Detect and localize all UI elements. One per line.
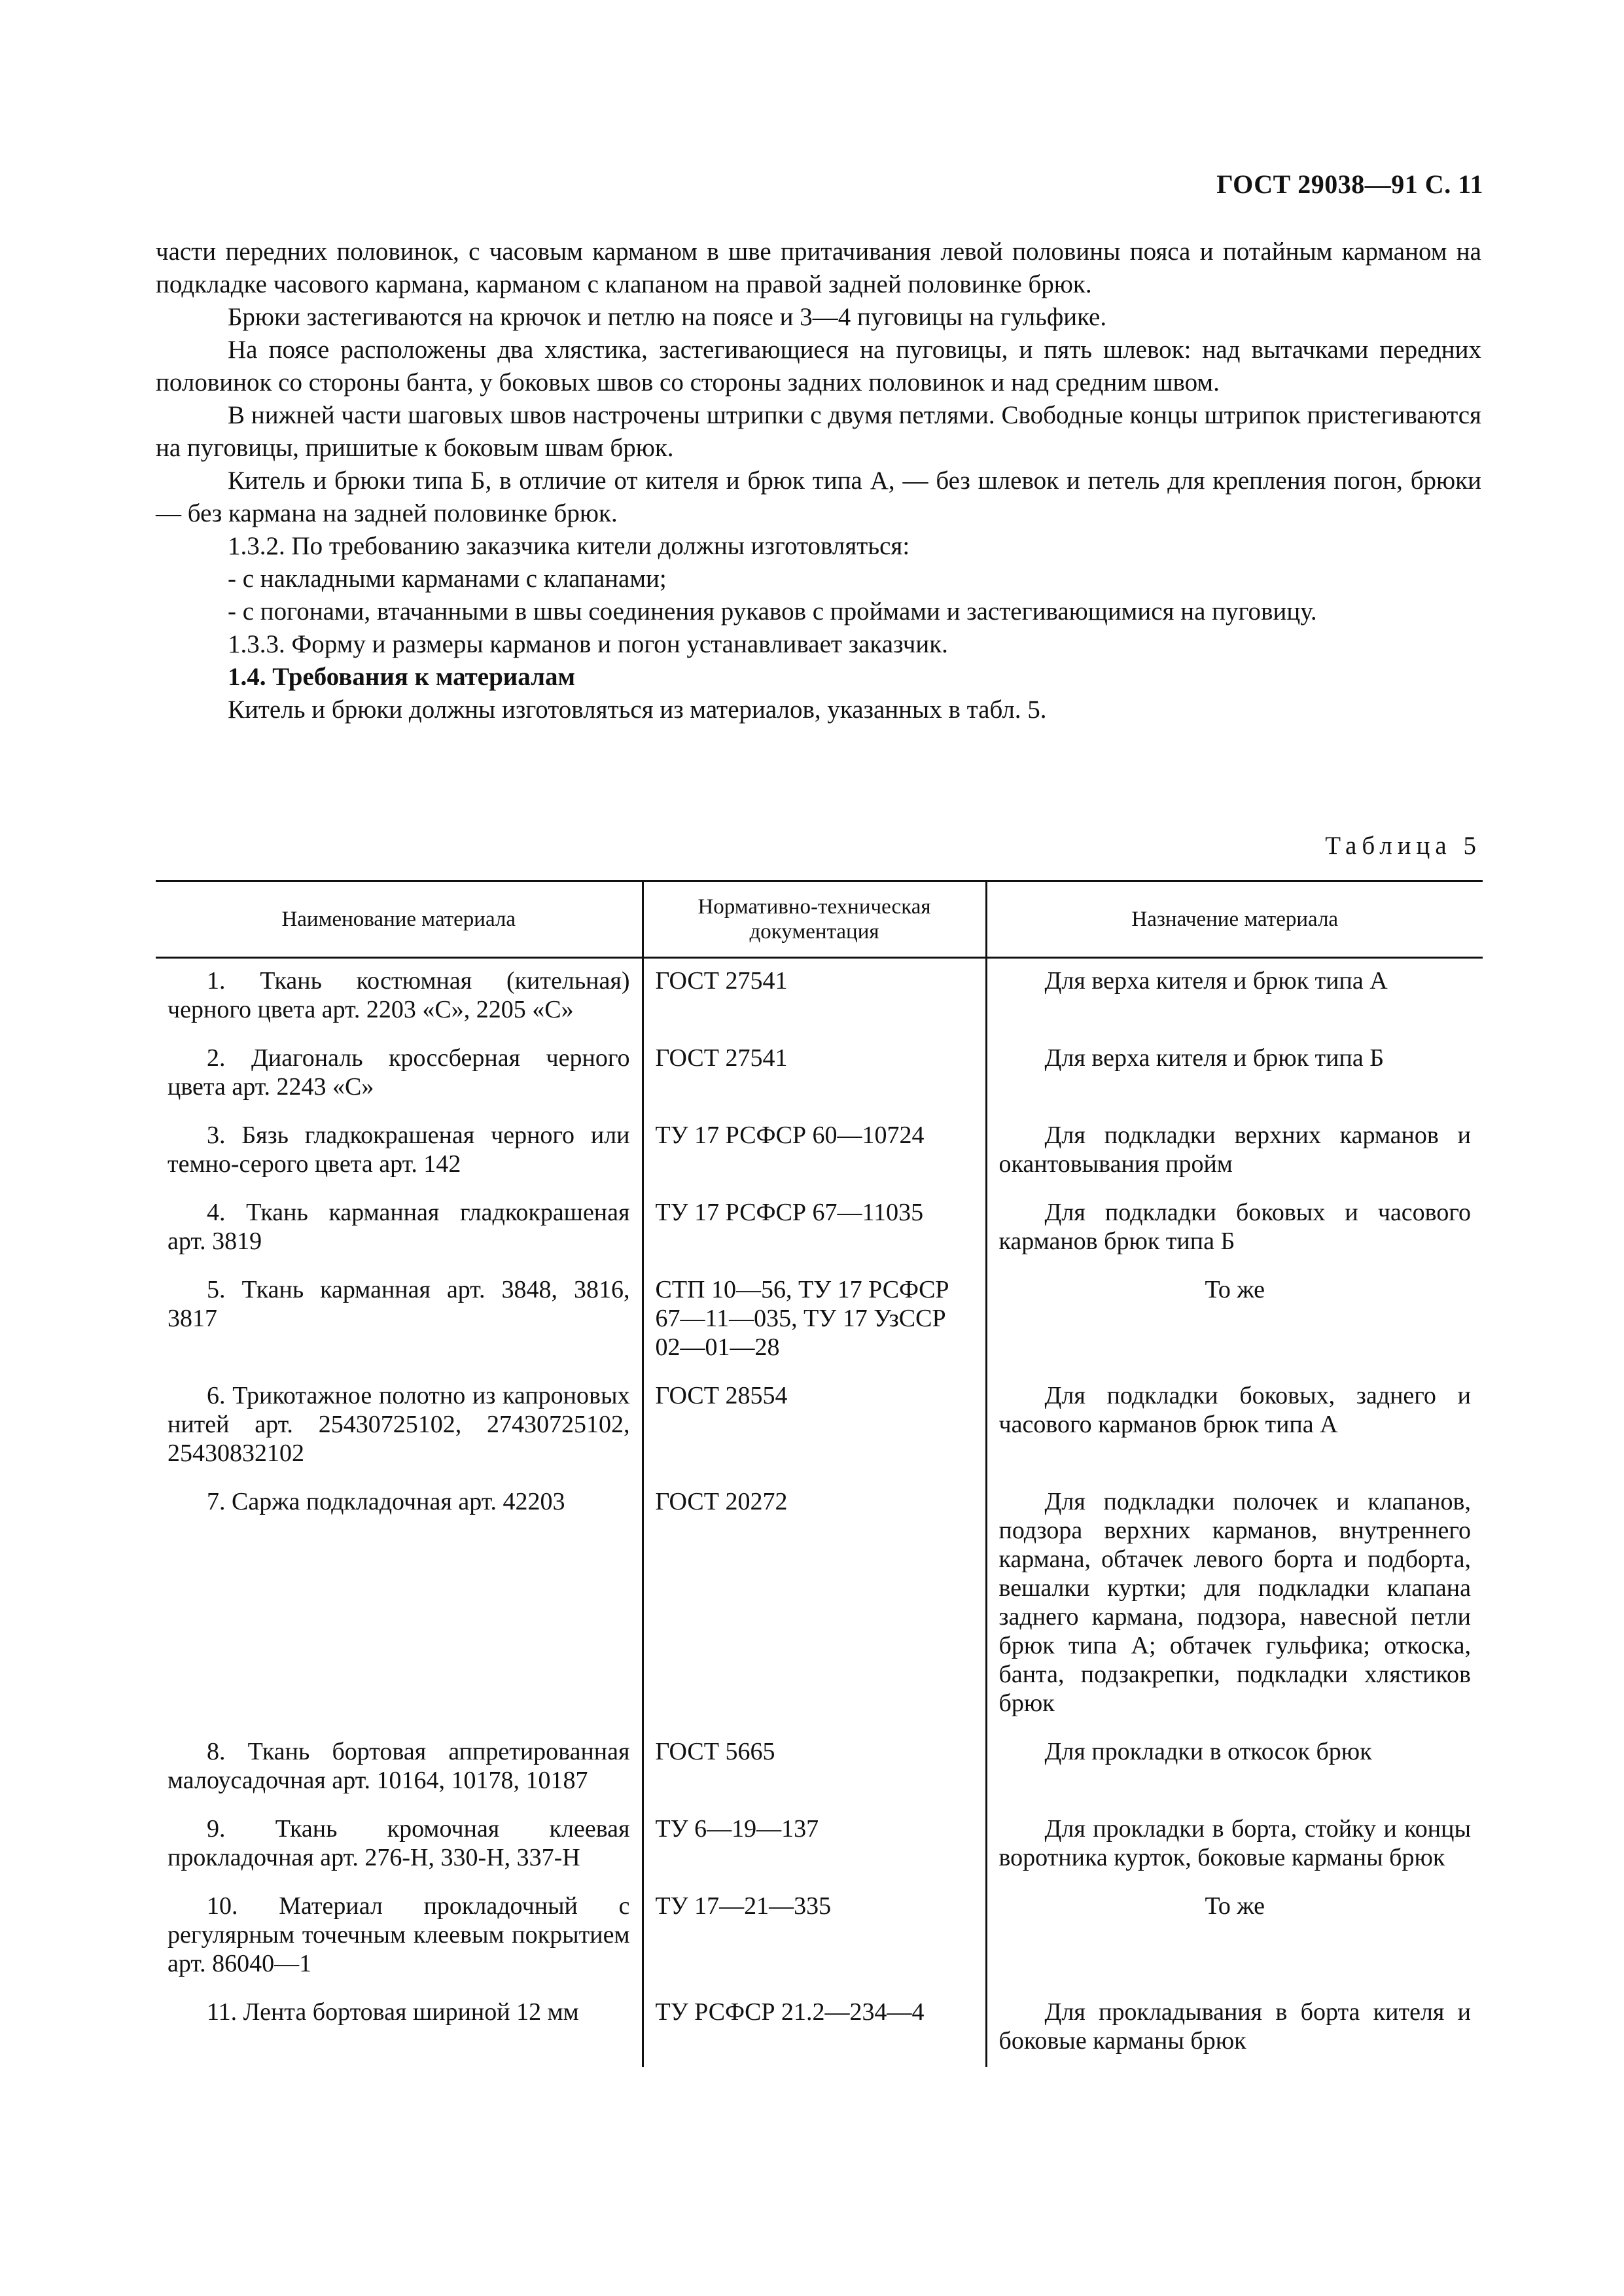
cell-use: Для прокладывания в борта кителя и боковые карманы брюк — [986, 1990, 1483, 2067]
table-row — [156, 1190, 1483, 1267]
cell-use: Для подкладки боковых и часового карманов брюк типа Б — [986, 1190, 1483, 1267]
cell-doc: ТУ 17—21—335 — [643, 1884, 986, 1990]
cell-use: Для подкладки полочек и клапанов, подзора верхних карманов, внутреннего кармана, обтачек левого борта и подборта, вешалки куртки; для подкладки клапана заднего кармана, подзора, навесной петли брюк типа А; обтачек гульфика; откоска, банта, подзакрепки, подкладки хлястиков брюк — [986, 1479, 1483, 1729]
table-row — [156, 1729, 1483, 1807]
body-text — [156, 236, 1481, 726]
materials-table — [156, 880, 1483, 2067]
cell-doc: СТП 10—56, ТУ 17 РСФСР 67—11—035, ТУ 17 УзССР 02—01—28 — [643, 1267, 986, 1373]
cell-name: 11. Лента бортовая шириной 12 мм — [207, 1998, 579, 2026]
column-header-use: Назначение материала — [986, 881, 1483, 958]
cell-name: 5. Ткань карманная арт. 3848, 3816, 3817 — [168, 1276, 630, 1332]
cell-doc: ТУ РСФСР 21.2—234—4 — [643, 1990, 986, 2067]
cell-use: Для прокладки в откосок брюк — [986, 1729, 1483, 1807]
cell-use: То же — [986, 1884, 1483, 1990]
table-header-row — [156, 881, 1483, 958]
list-item: - с погонами, втачанными в швы соединения рукавов с проймами и застегивающимися на пуговицу. — [228, 597, 1317, 626]
table-row — [156, 1990, 1483, 2067]
cell-use: То же — [986, 1267, 1483, 1373]
cell-name: 4. Ткань карманная гладкокрашеная арт. 3819 — [168, 1199, 630, 1255]
page-header: ГОСТ 29038—91 С. 11 — [1216, 169, 1483, 199]
column-header-name: Наименование материала — [281, 908, 516, 931]
cell-doc: ГОСТ 27541 — [643, 958, 986, 1036]
cell-doc: ГОСТ 28554 — [643, 1373, 986, 1479]
cell-doc: ТУ 17 РСФСР 67—11035 — [643, 1190, 986, 1267]
paragraph: части передних половинок, с часовым карманом в шве притачивания левой половины пояса и потайным карманом на подкладке часового кармана, карманом с клапаном на правой задней половинке брюк. — [156, 238, 1481, 298]
cell-doc: ГОСТ 20272 — [643, 1479, 986, 1729]
column-header-doc: Нормативно-техническая документация — [643, 881, 986, 958]
cell-name: 7. Саржа подкладочная арт. 42203 — [207, 1488, 565, 1515]
cell-use: Для прокладки в борта, стойку и концы воротника курток, боковые карманы брюк — [986, 1807, 1483, 1884]
cell-name: 10. Материал прокладочный с регулярным точечным клеевым покрытием арт. 86040—1 — [168, 1892, 630, 1977]
table-row — [156, 1807, 1483, 1884]
paragraph: Брюки застегиваются на крючок и петлю на поясе и 3—4 пуговицы на гульфике. — [228, 303, 1107, 331]
table-row — [156, 1479, 1483, 1729]
paragraph: Китель и брюки должны изготовляться из материалов, указанных в табл. 5. — [228, 696, 1047, 724]
paragraph: В нижней части шаговых швов настрочены штрипки с двумя петлями. Свободные концы штрипок пристегиваются на пуговицы, пришитые к боковым швам брюк. — [156, 401, 1481, 462]
cell-doc: ГОСТ 5665 — [643, 1729, 986, 1807]
cell-doc: ТУ 6—19—137 — [643, 1807, 986, 1884]
paragraph: Китель и брюки типа Б, в отличие от кителя и брюк типа А, — без шлевок и петель для крепления погон, брюки — без кармана на задней половинке брюк. — [156, 467, 1481, 527]
cell-use: Для верха кителя и брюк типа Б — [986, 1036, 1483, 1113]
list-item: - с накладными карманами с клапанами; — [228, 565, 667, 593]
cell-name: 8. Ткань бортовая аппретированная малоусадочная арт. 10164, 10178, 10187 — [168, 1738, 630, 1794]
cell-name: 1. Ткань костюмная (кительная) черного цвета арт. 2203 «С», 2205 «С» — [168, 967, 630, 1023]
table-row — [156, 1113, 1483, 1190]
table-row — [156, 1884, 1483, 1990]
cell-use: Для верха кителя и брюк типа А — [986, 958, 1483, 1036]
table-caption: Таблица 5 — [1325, 832, 1481, 860]
paragraph: 1.3.2. По требованию заказчика кители должны изготовляться: — [228, 532, 910, 560]
cell-name: 2. Диагональ кроссберная черного цвета арт. 2243 «С» — [168, 1044, 630, 1101]
cell-use: Для подкладки верхних карманов и окантовывания пройм — [986, 1113, 1483, 1190]
table-row — [156, 958, 1483, 1036]
paragraph: 1.3.3. Форму и размеры карманов и погон устанавливает заказчик. — [228, 630, 948, 658]
cell-doc: ГОСТ 27541 — [643, 1036, 986, 1113]
cell-name: 3. Бязь гладкокрашеная черного или темно-серого цвета арт. 142 — [168, 1122, 630, 1178]
cell-name: 9. Ткань кромочная клеевая прокладочная арт. 276-Н, 330-Н, 337-Н — [168, 1815, 630, 1871]
cell-use: Для подкладки боковых, заднего и часового карманов брюк типа А — [986, 1373, 1483, 1479]
table-row — [156, 1036, 1483, 1113]
cell-name: 6. Трикотажное полотно из капроновых нитей арт. 25430725102, 27430725102, 25430832102 — [168, 1382, 630, 1467]
table-row — [156, 1373, 1483, 1479]
paragraph: На поясе расположены два хлястика, застегивающиеся на пуговицы, и пять шлевок: над вытачками передних половинок со стороны банта, у боковых швов со стороны задних половинок и над средним швом. — [156, 336, 1481, 397]
section-heading: 1.4. Требования к материалам — [228, 663, 576, 691]
table-row — [156, 1267, 1483, 1373]
cell-doc: ТУ 17 РСФСР 60—10724 — [643, 1113, 986, 1190]
